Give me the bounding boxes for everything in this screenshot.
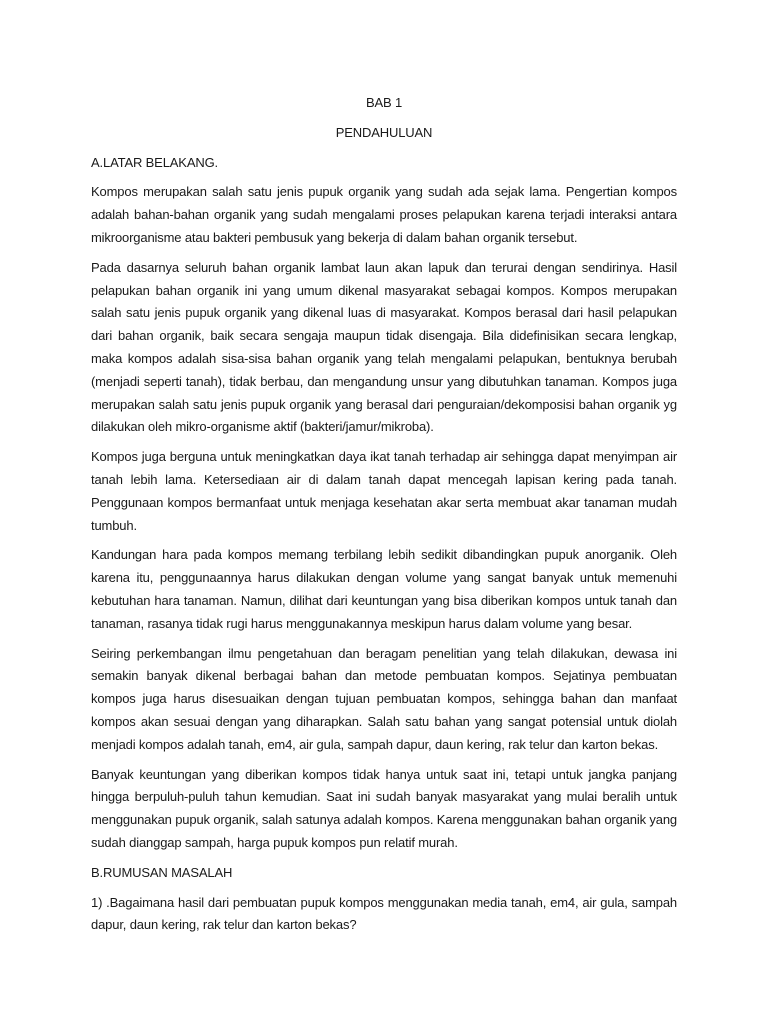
document-page [91, 92, 677, 944]
chapter-number: BAB 1 [365, 95, 403, 110]
paragraph: Kandungan hara pada kompos memang terbilang lebih sedikit dibandingkan pupuk anorganik. Oleh karena itu, penggunaannya harus dilakukan dengan volume yang sangat banyak untuk memenuhi kebutuhan hara tanaman. Namun, dilihat dari keuntungan yang bisa diberikan kompos untuk tanah dan tanaman, rasanya tidak rugi harus menggunakannya meskipun harus dalam volume yang besar. [91, 547, 677, 631]
paragraph: Seiring perkembangan ilmu pengetahuan dan beragam penelitian yang telah dilakukan, dewasa ini semakin banyak dikenal berbagai bahan dan metode pembuatan kompos. Sejatinya pembuatan kompos juga harus disesuaikan dengan tujuan pembuatan kompos, sehingga bahan dan manfaat kompos akan sesuai dengan yang diharapkan. Salah satu bahan yang sangat potensial untuk diolah menjadi kompos adalah tanah, em4, air gula, sampah dapur, daun kering, rak telur dan karton bekas. [91, 645, 677, 752]
section-heading-latar-belakang: A.LATAR BELAKANG. [91, 154, 219, 170]
paragraph: Kompos juga berguna untuk meningkatkan daya ikat tanah terhadap air sehingga dapat menyimpan air tanah lebih lama. Ketersediaan air di dalam tanah dapat mencegah lapisan kering pada tanah. Penggunaan kompos bermanfaat untuk menjaga kesehatan akar serta membuat akar tanaman mudah tumbuh. [91, 449, 677, 533]
paragraph: Pada dasarnya seluruh bahan organik lambat laun akan lapuk dan terurai dengan sendirinya. Hasil pelapukan bahan organik ini yang umum dikenal masyarakat sebagai kompos. Kompos merupakan salah satu jenis pupuk organik yang dikenal luas di masyarakat. Kompos berasal dari hasil pelapukan dari bahan organik, baik secara sengaja maupun tidak disengaja. Bila didefinisikan secara lengkap, maka kompos adalah sisa-sisa bahan organik yang telah mengalami pelapukan, bentuknya berubah (menjadi seperti tanah), tidak berbau, dan mengandung unsur yang dibutuhkan tanaman. Kompos juga merupakan salah satu jenis pupuk organik yang berasal dari penguraian/dekomposisi bahan organik yg dilakukan oleh mikro-organisme aktif (bakteri/jamur/mikroba). [91, 259, 677, 435]
chapter-title: PENDAHULUAN [335, 124, 433, 140]
paragraph: Kompos merupakan salah satu jenis pupuk organik yang sudah ada sejak lama. Pengertian kompos adalah bahan-bahan organik yang sudah mengalami proses pelapukan karena terjadi interaksi antara mikroorganisme atau bakteri pembusuk yang bekerja di dalam bahan organik tersebut. [91, 184, 677, 245]
paragraph: Banyak keuntungan yang diberikan kompos tidak hanya untuk saat ini, tetapi untuk jangka panjang hingga berpuluh-puluh tahun kemudian. Saat ini sudah banyak masyarakat yang mulai beralih untuk menggunakan pupuk organik, salah satunya adalah kompos. Karena menggunakan bahan organik yang sudah dianggap sampah, harga pupuk kompos pun relatif murah. [91, 766, 677, 850]
problem-statement-item: 1) .Bagaimana hasil dari pembuatan pupuk kompos menggunakan media tanah, em4, air gula, sampah dapur, daun kering, rak telur dan karton bekas? [91, 894, 677, 933]
section-heading-rumusan-masalah: B.RUMUSAN MASALAH [91, 864, 233, 880]
